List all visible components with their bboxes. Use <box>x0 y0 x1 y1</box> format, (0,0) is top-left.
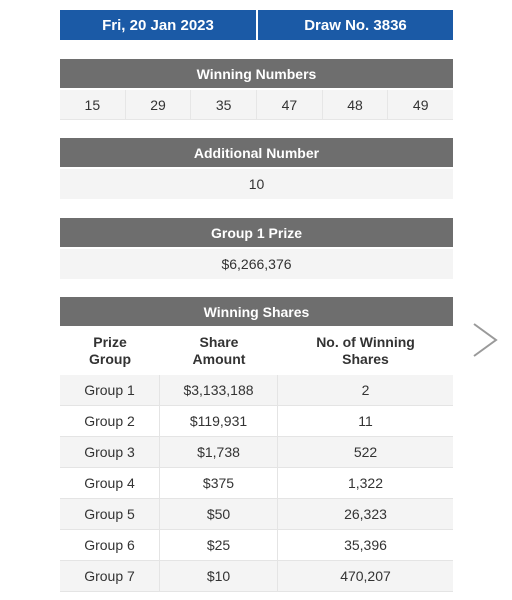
winning-number: 15 <box>60 90 126 119</box>
winning-shares-cell: 11 <box>358 413 373 429</box>
prize-group-cell: Group 7 <box>60 561 160 591</box>
winning-shares-cell: 35,396 <box>344 537 387 553</box>
winning-numbers-title: Winning Numbers <box>60 59 453 88</box>
shares-table-header <box>60 328 453 374</box>
column-header-share-amount <box>160 328 278 374</box>
winning-number: 49 <box>388 90 453 119</box>
draw-number: Draw No. 3836 <box>258 10 453 40</box>
table-row <box>60 437 453 468</box>
winning-number: 47 <box>257 90 323 119</box>
winning-numbers-row <box>60 90 453 120</box>
share-amount-cell: $375 <box>160 468 278 498</box>
column-header-label: No. of Winning Shares <box>316 334 415 367</box>
table-row <box>60 499 453 530</box>
column-header-label: Share Amount <box>192 334 246 367</box>
winning-shares-cell: 1,322 <box>347 475 384 491</box>
winning-shares-cell: 26,323 <box>344 506 387 522</box>
lottery-results-panel <box>60 0 453 600</box>
winning-shares-title: Winning Shares <box>60 297 453 326</box>
winning-number: 29 <box>126 90 192 119</box>
share-amount-cell: $25 <box>160 530 278 560</box>
table-row <box>60 468 453 499</box>
column-header-label: Prize Group <box>89 334 131 367</box>
shares-table-body <box>60 375 453 592</box>
group1-prize-value: $6,266,376 <box>60 249 453 279</box>
prize-group-cell: Group 3 <box>60 437 160 467</box>
share-amount-cell: $119,931 <box>160 406 278 436</box>
winning-shares-cell: 522 <box>353 444 378 460</box>
share-amount-cell: $10 <box>160 561 278 591</box>
prize-group-cell: Group 4 <box>60 468 160 498</box>
column-header-prize-group <box>60 328 160 374</box>
share-amount-cell: $50 <box>160 499 278 529</box>
additional-number-title: Additional Number <box>60 138 453 167</box>
share-amount-cell: $1,738 <box>160 437 278 467</box>
next-arrow-button[interactable] <box>470 320 502 360</box>
chevron-right-icon <box>470 320 502 360</box>
additional-number-value: 10 <box>60 169 453 199</box>
table-row <box>60 530 453 561</box>
share-amount-cell: $3,133,188 <box>160 375 278 405</box>
prize-group-cell: Group 2 <box>60 406 160 436</box>
prize-group-cell: Group 6 <box>60 530 160 560</box>
table-row <box>60 375 453 406</box>
column-header-winning-shares <box>278 328 453 374</box>
draw-date: Fri, 20 Jan 2023 <box>60 10 256 40</box>
group1-prize-title: Group 1 Prize <box>60 218 453 247</box>
prize-group-cell: Group 1 <box>60 375 160 405</box>
table-row <box>60 406 453 437</box>
winning-number: 35 <box>191 90 257 119</box>
prize-group-cell: Group 5 <box>60 499 160 529</box>
winning-number: 48 <box>323 90 389 119</box>
winning-shares-cell: 470,207 <box>340 568 391 584</box>
winning-shares-cell: 2 <box>361 382 370 398</box>
table-row <box>60 561 453 592</box>
draw-header <box>60 10 453 40</box>
